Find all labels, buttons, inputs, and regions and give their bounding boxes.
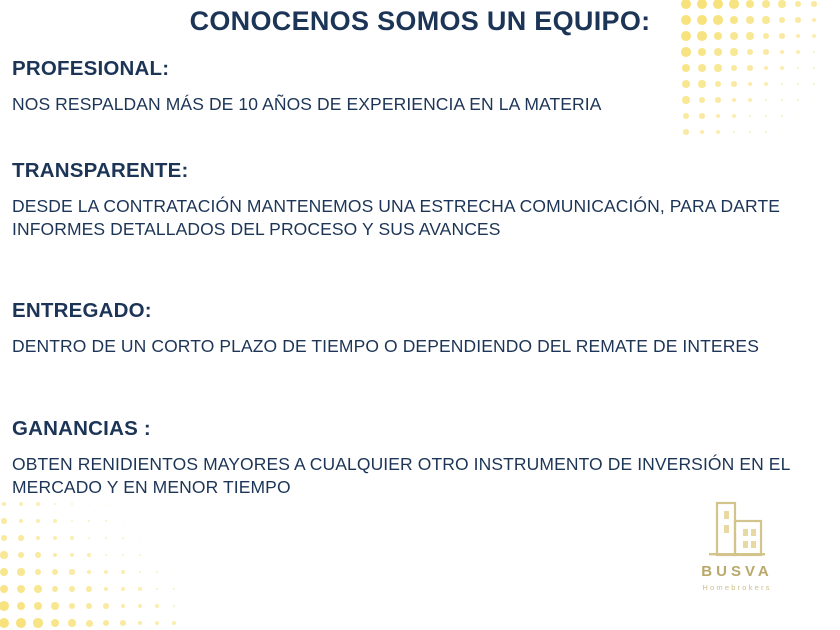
section-body: NOS RESPALDAN MÁS DE 10 AÑOS DE EXPERIENCIA EN LA MATERIA: [12, 93, 602, 114]
section-heading: TRANSPARENTE:: [12, 159, 189, 182]
section-body: DESDE LA CONTRATACIÓN MANTENEMOS UNA ESTRECHA COMUNICACIÓN, PARA DARTE INFORMES DETALLADOS DEL PROCESO Y SUS AVANCES: [12, 195, 781, 239]
section-entregado: [12, 300, 812, 358]
section-body: DENTRO DE UN CORTO PLAZO DE TIEMPO O DEPENDIENDO DEL REMATE DE INTERES: [12, 335, 759, 356]
page-title: CONOCENOS SOMOS UN EQUIPO:: [189, 6, 651, 36]
section-heading: PROFESIONAL:: [12, 57, 170, 80]
section-profesional: [12, 58, 812, 116]
logo-name: BUSVA: [701, 563, 773, 580]
section-transparente: [12, 160, 812, 241]
section-heading: GANANCIAS :: [12, 417, 151, 440]
section-body: OBTEN RENIDIENTOS MAYORES A CUALQUIER OTRO INSTRUMENTO DE INVERSIÓN EN EL MERCADO Y EN MENOR TIEMPO: [12, 453, 790, 497]
section-ganancias: [12, 418, 812, 499]
section-heading: ENTREGADO:: [12, 299, 152, 322]
logo-tagline: Homebrokers: [702, 583, 772, 592]
brand-logo: [672, 495, 802, 592]
building-icon: [687, 495, 787, 559]
